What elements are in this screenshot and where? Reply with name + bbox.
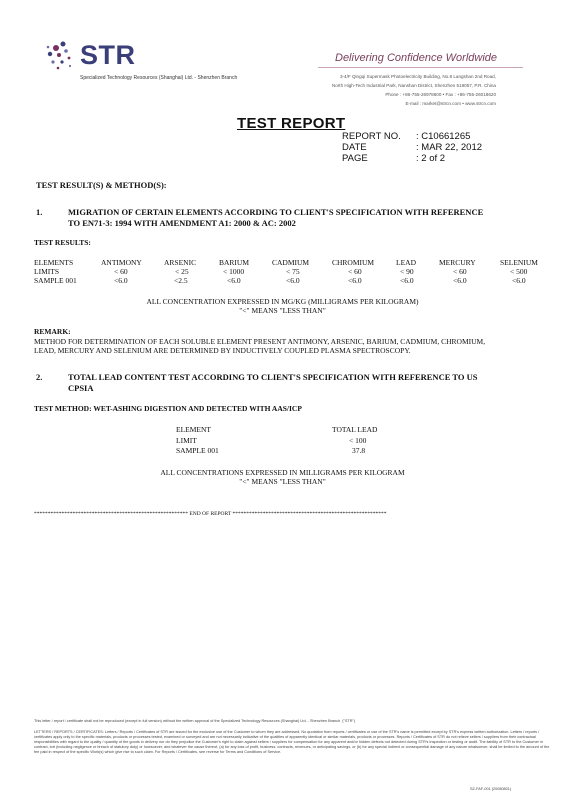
remark-line-2: LEAD, MERCURY AND SELENIUM ARE DETERMINED BY INDUCTIVELY COUPLED PLASMA SPECTROSCOPY. [34,346,411,355]
table-header-cell: ELEMENTS [34,258,74,267]
section-title: TEST RESULT(S) & METHOD(S): [36,180,167,190]
remark-line-1: METHOD FOR DETERMINATION OF EACH SOLUBLE ELEMENT PRESENT ANTIMONY, ARSENIC, BARIUM, CADMIUM, CHROMIUM, [34,337,486,346]
address-line-1: 3-4/F Qingqi Supermask Photoelectricity Building, No.8 Langshan 2nd Road, [339,74,496,79]
table-cell: < 60 [453,267,467,276]
table-cell: < 500 [510,267,528,276]
table-cell: LIMITS [34,267,59,276]
test-method: TEST METHOD: WET-ASHING DIGESTION AND DETECTED WITH AAS/ICP [34,404,302,413]
section-2-heading-line-1: TOTAL LEAD CONTENT TEST ACCORDING TO CLIENT'S SPECIFICATION WITH REFERENCE TO US [68,372,478,382]
table-cell: < 1000 [223,267,245,276]
footer-terms: LETTERS / REPORTS / CERTIFICATES: Letters / Reports / Certificates of STR are issued for the exclusive use of the Customer to whom they are addressed. No quotation from reports / certificates or use of the STR's name is permitted except by STR's express written authorization. Letters / reports / certificates apply only to the specific materials, products or processes tested, examined or surveyed and are not necessarily indicative of the qualities of apparently identical or similar materials, products or processes. Reports / Certificates of STR do not relieve sellers / suppliers from their contractual responsibilities with regard to the quality / quantity of the goods in delivery nor do they prejudice the Customer's right to claim against sellers / suppliers for compensation for any apparent and/or hidden defects not detected during STR's inspection or testing or audit. The liability of STR to the Customer in contract, tort (including negligence or breach of statutory duty) or howsoever, and whatever the cause thereof, (a) for any loss of profit, business, contracts, revenues, or anticipating savings, or (b) for any special indirect or consequential damage of any nature whatsoever, shall be limited to the amount of the fee paid in respect of the specific Work(s) which give rise to such claim. For Reports / Certificates, see reverse for Terms and Conditions of Service. [34,730,550,754]
page-title: TEST REPORT [237,115,346,132]
section-1-heading-line-2: TO EN71-3: 1994 WITH AMENDMENT A1: 2000 & AC: 2002 [68,218,296,228]
email-line: E-mail : market@strcn.com • www.strcn.com [405,101,496,106]
table-cell: 37.8 [352,446,366,455]
report-no-value: : C10661265 [416,131,471,142]
table-cell: SAMPLE 001 [34,276,77,285]
report-no-label: REPORT NO. [342,131,401,142]
table-cell: <6.0 [114,276,128,285]
table-cell: <6.0 [286,276,300,285]
less-than-note: "<" MEANS "LESS THAN" [239,306,326,315]
table-cell: < 75 [286,267,300,276]
section-2-heading-line-2: CPSIA [68,383,94,393]
table-cell: < 60 [348,267,362,276]
table-cell: <6.0 [348,276,362,285]
table-cell: <2.5 [174,276,188,285]
table-header-cell: BARIUM [219,258,250,267]
remark-text [34,337,554,355]
table-header-cell: ARSENIC [164,258,197,267]
footer-reproduction-note: This letter / report / certificate shall not be reproduced (except in full version) without the written approval of the Specialized Technology Resources (Shanghai) Ltd. - Shenzhen Branch. ("STR") [34,719,356,723]
date-value: : MAR 22, 2012 [416,142,483,153]
table-header-cell: MERCURY [439,258,476,267]
end-of-report: ******************************************************** END OF REPORT ******************************************************** [34,511,387,517]
page-label: PAGE [342,153,368,164]
table-header-cell: SELENIUM [500,258,538,267]
concentration-note-2: ALL CONCENTRATIONS EXPRESSED IN MILLIGRAMS PER KILOGRAM [160,468,405,477]
table-header-cell: TOTAL LEAD [332,425,378,434]
remark-label: REMARK: [34,327,71,336]
table-cell: < 60 [114,267,128,276]
address-line-2: North High-Tech Industrial Park, Nanshan District, Shenzhen 518057, P.R. China [331,83,496,88]
section-1-heading-line-1: MIGRATION OF CERTAIN ELEMENTS ACCORDING TO CLIENT'S SPECIFICATION WITH REFERENCE [68,207,484,217]
table-cell: < 25 [175,267,189,276]
date-label: DATE [342,142,367,153]
table-cell: < 100 [349,435,367,445]
header-divider [318,67,523,68]
table-cell: <6.0 [512,276,526,285]
tagline: Delivering Confidence Worldwide [335,52,498,64]
form-code: SZ-FAF-001 (20080801) [470,787,512,791]
page-value: : 2 of 2 [416,153,446,164]
section-1-number: 1. [36,207,43,217]
test-results-label: TEST RESULTS: [34,238,91,247]
less-than-note-2: "<" MEANS "LESS THAN" [239,477,326,486]
table-header-cell: CADMIUM [272,258,310,267]
table-header-cell: CHROMIUM [332,258,375,267]
table-cell: <6.0 [453,276,467,285]
table-cell: < 90 [400,267,414,276]
table-header-cell: ANTIMONY [101,258,142,267]
phone-line: Phone : +86-755-26978600 • Fax : +86-755-26018620 [385,92,496,97]
brand-name: STR [80,40,136,70]
brand-subtitle: Specialized Technology Resources (Shanghai) Ltd. - Shenzhen Branch [80,75,238,81]
table-header-cell: ELEMENT [176,425,211,434]
section-2-number: 2. [36,372,43,382]
table-cell: LIMIT [176,435,197,445]
table-cell: <6.0 [400,276,414,285]
table-cell: SAMPLE 001 [176,446,219,455]
table-cell: <6.0 [227,276,241,285]
table-header-cell: LEAD [396,258,416,267]
concentration-note: ALL CONCENTRATION EXPRESSED IN MG/KG (MILLIGRAMS PER KILOGRAM) [146,297,419,306]
